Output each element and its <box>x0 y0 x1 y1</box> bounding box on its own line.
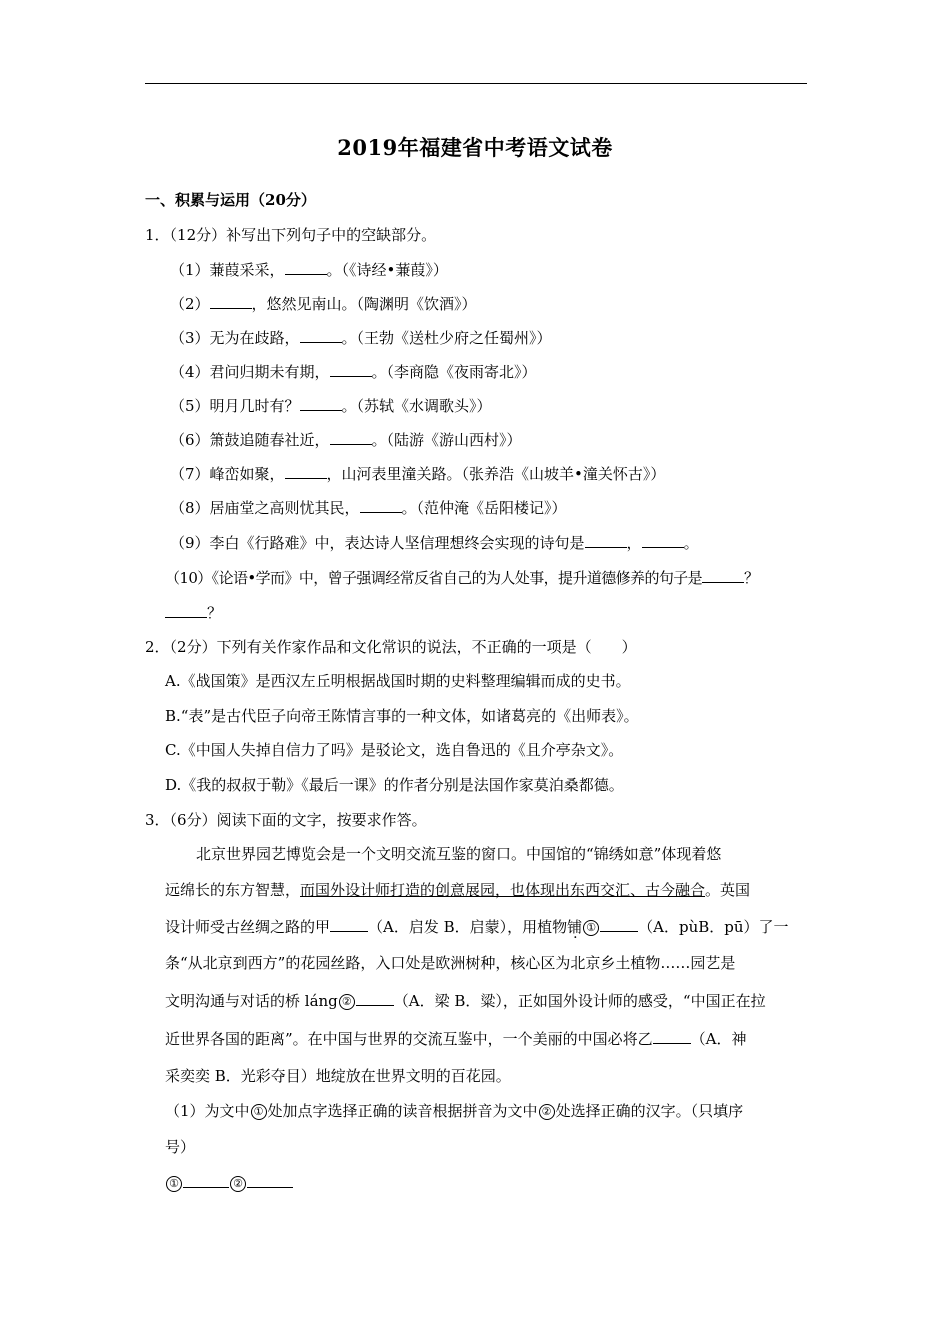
q3-passage-line <box>165 880 750 900</box>
q1-item-3-post: 。（王勃《送杜少府之任蜀州》） <box>341 329 552 347</box>
answer-blank[interactable] <box>360 497 402 513</box>
passage-text: （A．梁 B．粱），正如国外设计师的感受，“中国正在拉 <box>393 992 766 1010</box>
answer-blank[interactable] <box>585 532 627 548</box>
q1-item-5-pre: （5）明月几时有？ <box>170 397 300 415</box>
q1-item-9-pre: （9）李白《行路难》中，表达诗人坚信理想终会实现的诗句是 <box>170 534 585 552</box>
q1-item-5 <box>170 395 492 416</box>
q2-stem: 2．（2分）下列有关作家作品和文化常识的说法，不正确的一项是（ ） <box>145 638 637 656</box>
q1-item-6-post: 。（陆游《游山西村》） <box>371 431 522 449</box>
q1-item-4-post: 。（李商隐《夜雨寄北》） <box>371 363 537 381</box>
q1-item-7-post: ，山河表里潼关路。（张养浩《山坡羊•潼关怀古》） <box>326 465 666 483</box>
passage-text: 文明沟通与对话的桥 láng <box>165 992 338 1010</box>
q2-option-c: C.《中国人失掉自信力了吗》是驳论文，选自鲁迅的《且介亭杂文》。 <box>165 741 624 759</box>
q1-item-8-pre: （8）居庙堂之高则忧其民， <box>170 499 360 517</box>
circled-number-1: ① <box>166 1176 182 1192</box>
passage-text: （A．启发 B．启蒙），用植物 <box>368 918 568 936</box>
circled-number-2: ② <box>339 994 355 1010</box>
answer-blank[interactable] <box>183 1172 229 1188</box>
q2-option-a: A.《战国策》是西汉左丘明根据战国时期的史料整理编辑而成的史书。 <box>165 672 631 690</box>
q3-stem: 3．（6分）阅读下面的文字，按要求作答。 <box>145 811 427 829</box>
q1-item-2 <box>170 293 477 314</box>
q1-item-4-pre: （4）君问归期未有期， <box>170 363 330 381</box>
q1-stem: 1．（12分）补写出下列句子中的空缺部分。 <box>145 226 437 244</box>
q1-item-4 <box>170 361 537 382</box>
passage-text: 近世界各国的距离”。在中国与世界的交流互鉴中，一个美丽的中国必将乙 <box>165 1030 653 1048</box>
circled-number-1: ① <box>583 920 599 936</box>
q1-item-10-cont <box>165 602 222 623</box>
answer-blank[interactable] <box>300 327 342 343</box>
q3-sub1-answers <box>165 1172 293 1193</box>
sub-question-text: （1）为文中 <box>165 1102 250 1120</box>
q3-sub1 <box>165 1101 743 1121</box>
page-title: 2019年福建省中考语文试卷 <box>337 135 613 160</box>
sub-question-text: 处选择正确的汉字。（只填序 <box>555 1102 744 1120</box>
passage-text: 设计师受古丝绸之路的甲 <box>165 918 331 936</box>
q3-sub1-cont: 号） <box>165 1138 196 1156</box>
q1-item-9-mid: ， <box>626 534 642 552</box>
q1-item-10-mid: ？ <box>744 569 759 587</box>
q1-item-3 <box>170 327 552 348</box>
q1-item-5-post: 。（苏轼《水调歌头》） <box>341 397 492 415</box>
passage-text: （A．pùB．pū）了一 <box>638 918 789 936</box>
q2-option-d: D.《我的叔叔于勒》《最后一课》的作者分别是法国作家莫泊桑都德。 <box>165 776 624 794</box>
q1-item-9 <box>170 532 699 553</box>
answer-blank[interactable] <box>653 1028 691 1044</box>
answer-blank[interactable] <box>330 916 368 932</box>
q1-item-2-post: ，悠然见南山。（陶渊明《饮酒》） <box>251 295 477 313</box>
passage-text: （A．神 <box>690 1030 747 1048</box>
q1-item-6 <box>170 429 522 450</box>
answer-blank[interactable] <box>285 463 327 479</box>
answer-blank[interactable] <box>330 361 372 377</box>
answer-blank[interactable] <box>300 395 342 411</box>
answer-blank[interactable] <box>165 602 207 618</box>
q1-item-8 <box>170 497 567 518</box>
q1-item-7 <box>170 463 665 484</box>
q1-item-8-post: 。（范仲淹《岳阳楼记》） <box>401 499 567 517</box>
q1-item-1-post: 。（《诗经•蒹葭》） <box>326 261 448 279</box>
circled-number-2: ② <box>539 1104 555 1120</box>
answer-blank[interactable] <box>210 293 252 309</box>
sub-question-text: 处加点字选择正确的读音根据拼音为文中 <box>267 1102 538 1120</box>
header-rule <box>145 83 807 84</box>
q1-item-1-pre: （1）蒹葭采采， <box>170 261 285 279</box>
q3-passage-line: 北京世界园艺博览会是一个文明交流互鉴的窗口。中国馆的“锦绣如意”体现着悠 <box>196 845 722 863</box>
circled-number-1: ① <box>251 1104 267 1120</box>
answer-blank[interactable] <box>642 532 684 548</box>
q3-passage-line: 采奕奕 B．光彩夺目）地绽放在世界文明的百花园。 <box>165 1067 511 1085</box>
answer-blank[interactable] <box>600 916 638 932</box>
q1-item-1 <box>170 259 448 280</box>
passage-text: 远绵长的东方智慧， <box>165 881 301 899</box>
answer-blank[interactable] <box>356 990 394 1006</box>
q3-passage-line: 条“从北京到西方”的花园丝路，入口处是欧洲树种，核心区为北京乡土植物……园艺是 <box>165 954 736 972</box>
q1-item-6-pre: （6）箫鼓追随春社近， <box>170 431 330 449</box>
dotted-character: 铺 <box>567 918 583 936</box>
q1-item-10-pre: （10）《论语•学而》中，曾子强调经常反省自己的为人处事，提升道德修养的句子是 <box>165 569 703 587</box>
q1-item-9-post: 。 <box>683 534 699 552</box>
q1-item-2-pre: （2） <box>170 295 210 313</box>
underlined-sentence: 而国外设计师打造的创意展园，也体现出东西交汇、古今融合 <box>300 881 706 899</box>
q2-option-b: B.“表”是古代臣子向帝王陈情言事的一种文体，如诸葛亮的《出师表》。 <box>165 707 639 725</box>
answer-blank[interactable] <box>330 429 372 445</box>
q1-item-10 <box>165 567 758 588</box>
answer-blank[interactable] <box>702 567 744 583</box>
q1-item-3-pre: （3）无为在歧路， <box>170 329 300 347</box>
passage-text: 。英国 <box>705 881 751 899</box>
circled-number-2: ② <box>230 1176 246 1192</box>
q1-item-10-end: ？ <box>207 604 223 622</box>
answer-blank[interactable] <box>247 1172 293 1188</box>
answer-blank[interactable] <box>285 259 327 275</box>
q1-item-7-pre: （7）峰峦如聚， <box>170 465 285 483</box>
section-heading: 一、积累与运用（20分） <box>145 191 316 209</box>
q3-passage-line <box>165 1028 747 1049</box>
q3-passage-line <box>165 916 789 937</box>
q3-passage-line <box>165 990 766 1011</box>
